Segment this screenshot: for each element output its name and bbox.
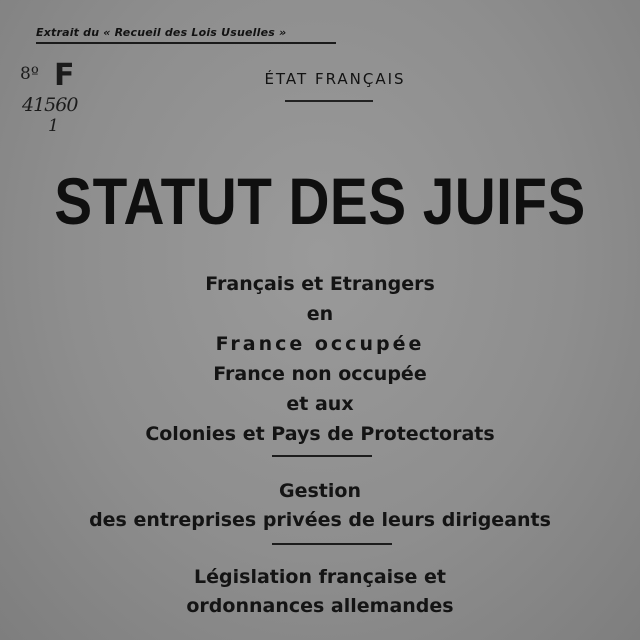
scope-line-6: Colonies et Pays de Protectorats: [145, 423, 495, 445]
extract-header: Extrait du « Recueil des Lois Usuelles »: [36, 26, 287, 39]
management-line-2: des entreprises privées de leurs dirigeants: [89, 509, 551, 531]
shelfmark-sub: 1: [48, 116, 59, 136]
state-underline: [285, 100, 373, 102]
management-line-1: Gestion: [279, 480, 361, 502]
section-divider-2: [272, 543, 392, 545]
section-divider-1: [272, 455, 372, 457]
extract-underline: [36, 42, 336, 44]
legislation-line-2: ordonnances allemandes: [186, 595, 454, 617]
scope-line-2: en: [306, 303, 334, 325]
shelfmark-prefix: 8º: [20, 64, 39, 84]
legislation-line-1: Législation française et: [194, 566, 446, 588]
scope-line-4: France non occupée: [213, 363, 427, 385]
shelfmark-letter: F: [54, 58, 75, 93]
document-title: STATUT DES JUIFS: [54, 164, 586, 238]
scope-line-3: France occupée: [215, 333, 425, 355]
state-heading: ÉTAT FRANÇAIS: [264, 70, 406, 88]
scope-line-5: et aux: [286, 393, 354, 415]
scope-line-1: Français et Etrangers: [205, 273, 435, 295]
shelfmark-number: 41560: [22, 94, 78, 116]
